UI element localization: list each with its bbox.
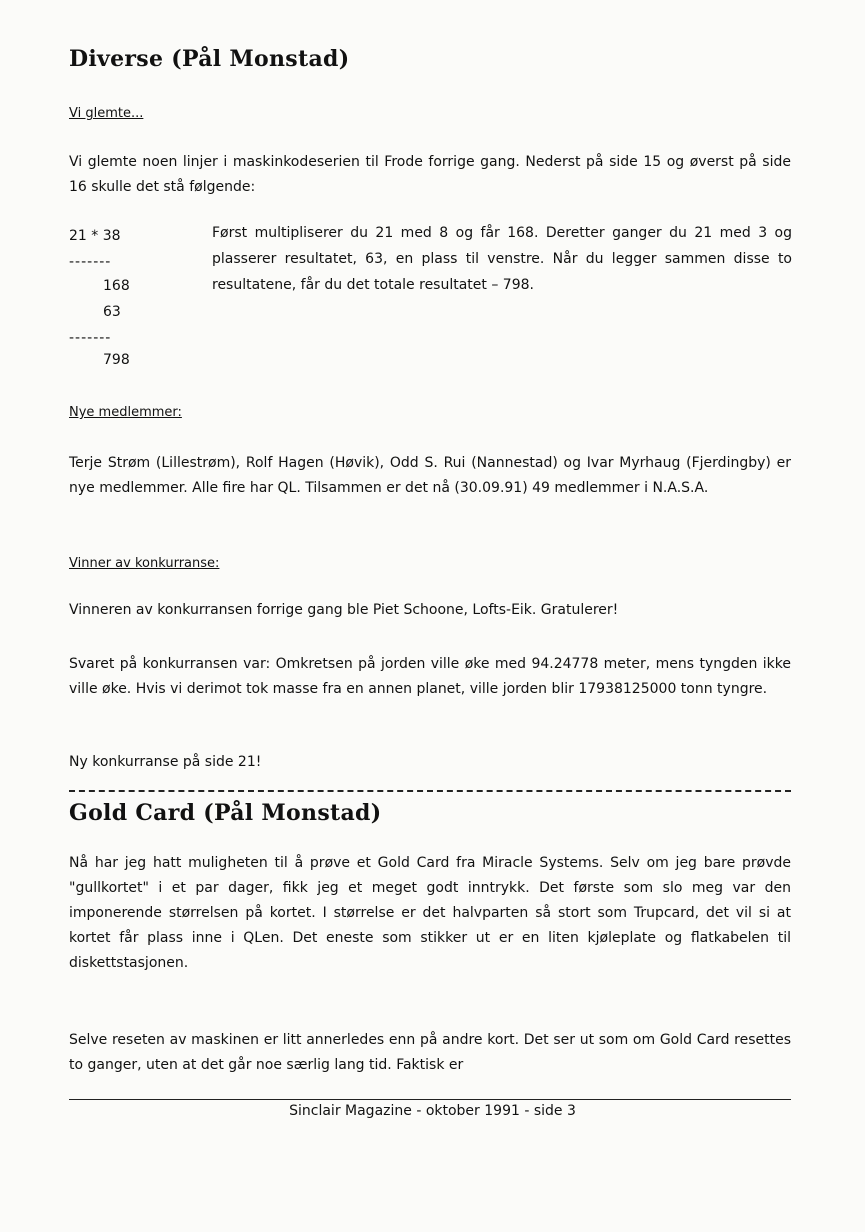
section-title-diverse: Diverse (Pål Monstad): [69, 46, 350, 72]
paragraph-gold-card-1: Nå har jeg hatt muligheten til å prøve et Gold Card fra Miracle Systems. Selv om jeg bare prøvde "gullkortet" i et par dager, fikk jeg et meget godt inntrykk. Det første som slo meg var den imponerende størrelsen på kortet. I størrelse er det halvparten så stort som Trupcard, det vil si at kortet får plass inne i QLen. Det eneste som stikker ut er en liten kjøleplate og flatkabelen til diskettstasjonen.: [69, 855, 791, 971]
subheading-new-members: Nye medlemmer:: [69, 405, 182, 420]
calc-partial-2: 63: [103, 304, 121, 320]
footer-rule: [69, 1099, 791, 1100]
paragraph-answer: Svaret på konkurransen var: Omkretsen på jorden ville øke med 94.24778 meter, mens tyngden ikke ville øke. Hvis vi derimot tok masse fra en annen planet, ville jorden blir 17938125000 tonn tyngre.: [69, 656, 791, 697]
calc-expression: 21 * 38: [69, 228, 121, 244]
subheading-winner: Vinner av konkurranse:: [69, 556, 220, 571]
new-contest-note: Ny konkurranse på side 21!: [69, 754, 262, 770]
paragraph-winner: Vinneren av konkurransen forrige gang ble Piet Schoone, Lofts-Eik. Gratulerer!: [69, 602, 619, 618]
paragraph-gold-card-2: Selve reseten av maskinen er litt annerledes enn på andre kort. Det ser ut som om Gold Card resettes to ganger, uten at det går noe særlig lang tid. Faktisk er: [69, 1032, 791, 1073]
subheading-forgot: Vi glemte...: [69, 106, 144, 121]
page-footer: Sinclair Magazine - oktober 1991 - side 3: [289, 1103, 576, 1119]
paragraph-forgot: Vi glemte noen linjer i maskinkodeserien til Frode forrige gang. Nederst på side 15 og øverst på side 16 skulle det stå følgende:: [69, 154, 791, 195]
section-divider: [69, 790, 791, 792]
section-title-gold-card: Gold Card (Pål Monstad): [69, 800, 382, 826]
calc-divider: -------: [69, 254, 112, 270]
paragraph-new-members: Terje Strøm (Lillestrøm), Rolf Hagen (Høvik), Odd S. Rui (Nannestad) og Ivar Myrhaug (Fjerdingby) er nye medlemmer. Alle fire har QL. Tilsammen er det nå (30.09.91) 49 medlemmer i N.A.S.A.: [69, 455, 791, 496]
calc-divider: -------: [69, 330, 112, 346]
calc-result: 798: [103, 352, 130, 368]
calc-partial-1: 168: [103, 278, 130, 294]
calc-explanation: Først multipliserer du 21 med 8 og får 168. Deretter ganger du 21 med 3 og plasserer resultatet, 63, en plass til venstre. Når du legger sammen disse to resultatene, får du det totale resultatet – 798.: [212, 225, 792, 293]
